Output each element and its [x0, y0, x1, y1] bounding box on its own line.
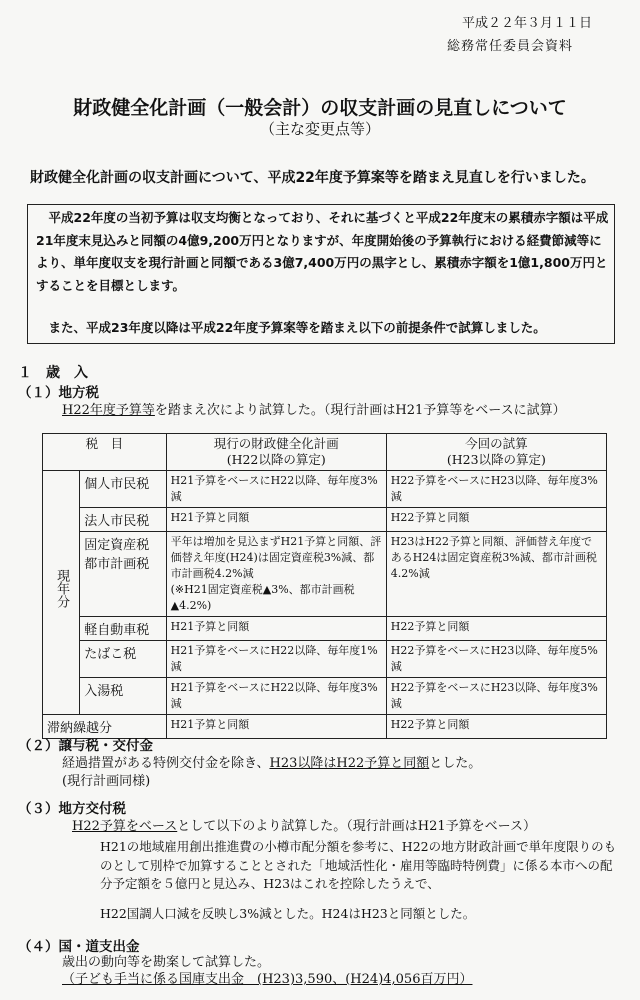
allocation-basis-rest: として以下のより試算した。（現行計画はH21予算をベース）: [177, 819, 536, 834]
local-allocation-tax-heading: （３）地方交付税: [18, 801, 126, 817]
tax-name: たばこ税: [80, 641, 166, 678]
current-plan-cell: H21予算をベースにH22以降、毎年度3%減: [166, 678, 386, 715]
table-header-row: [43, 434, 607, 471]
table-row: [43, 678, 607, 715]
transfer-tax-text-a: 経過措置がある特例交付金を除き、: [62, 756, 270, 771]
transfer-tax-text-underlined: H23以降はH22予算と同額: [269, 756, 430, 771]
current-year-group-label: [43, 471, 80, 715]
section-revenue-heading: １ 歳 入: [18, 365, 88, 381]
transfer-tax-text-b: とした。: [429, 756, 482, 771]
local-allocation-tax-line-1: [72, 815, 536, 834]
current-plan-cell: H21予算と同額: [166, 508, 386, 532]
col-tax-item-header: 税 目: [43, 434, 167, 471]
current-plan-cell: H21予算をベースにH22以降、毎年度1%減: [166, 641, 386, 678]
current-plan-cell: H21予算と同額: [166, 715, 386, 739]
allocation-basis-underlined: H22予算をベース: [72, 819, 178, 834]
national-subsidy-line-2: （子ども手当に係る国庫支出金 (H23)3,590、(H24)4,056百万円）: [62, 972, 473, 987]
new-estimate-cell: H22予算をベースにH23以降、毎年度3%減: [386, 678, 606, 715]
current-plan-title: 現行の財政健全化計画: [213, 436, 339, 451]
allocation-note: H21の地域雇用創出推進費の小樽市配分額を参考に、H22の地方財政計画で単年度限りのものとして別枠で加算することとされた「地域活性化・雇用等臨時特例費」に係る本市への配分予定額を５億円と見込み、H23はこれを控除したうえで、: [100, 839, 617, 891]
tax-name: 軽自動車税: [80, 617, 166, 641]
new-estimate-cell: H22予算と同額: [386, 508, 606, 532]
tax-name: 入湯税: [80, 678, 166, 715]
transfer-tax-heading: （２）譲与税・交付金: [18, 738, 153, 754]
current-plan-cell: 平年は増加を見込まずH21予算と同額、評価替え年度(H24)は固定資産税3%減、都市計画税4.2%減 (※H21固定資産税▲3%、都市計画税▲4.2%): [166, 532, 386, 617]
local-tax-basis: H22年度予算等: [62, 403, 155, 418]
col-new-estimate-header: [386, 434, 606, 471]
group-label-text: 現年分: [54, 569, 70, 608]
summary-paragraph-2: また、平成23年度以降は平成22年度予算案等を踏まえ以下の前提条件で試算しました。: [48, 320, 546, 335]
table-row: [43, 641, 607, 678]
local-tax-rest: を踏まえ次により試算した。（現行計画はH21予算等をベースに試算）: [154, 403, 566, 418]
document-title: 財政健全化計画（一般会計）の収支計画の見直しについて: [73, 97, 567, 119]
local-tax-heading: （１）地方税: [18, 385, 99, 401]
document-subtitle: （主な変更点等）: [259, 120, 380, 138]
table-row: [43, 532, 607, 617]
new-estimate-cell: H22予算と同額: [386, 617, 606, 641]
summary-box: [27, 204, 615, 344]
table-row: [43, 508, 607, 532]
current-plan-cell: H21予算と同額: [166, 617, 386, 641]
local-tax-table: [42, 433, 607, 739]
intro-text: 財政健全化計画の収支計画について、平成22年度予算案等を踏まえ見直しを行いました。: [30, 170, 595, 186]
transfer-tax-line-1: [62, 752, 481, 771]
new-estimate-scope: (H23以降の算定): [446, 452, 546, 467]
national-subsidy-heading: （４）国・道支出金: [18, 939, 140, 955]
new-estimate-cell: H22予算をベースにH23以降、毎年度5%減: [386, 641, 606, 678]
new-estimate-title: 今回の試算: [465, 436, 528, 451]
new-estimate-cell: H23はH22予算と同額、評価替え年度であるH24は固定資産税3%減、都市計画税4.2%減: [386, 532, 606, 617]
committee-label: 総務常任委員会資料: [447, 39, 574, 54]
document-date: 平成２２年３月１１日: [462, 16, 593, 31]
tax-name: 個人市民税: [80, 471, 166, 508]
current-plan-cell: H21予算をベースにH22以降、毎年度3%減: [166, 471, 386, 508]
new-estimate-cell: H22予算と同額: [386, 715, 606, 739]
table-row: [43, 471, 607, 508]
table-row: [43, 617, 607, 641]
local-tax-description: [62, 399, 566, 418]
new-estimate-cell: H22予算をベースにH23以降、毎年度3%減: [386, 471, 606, 508]
tax-name: 滞納繰越分: [43, 715, 167, 739]
tax-name: 法人市民税: [80, 508, 166, 532]
allocation-note-2: H22国調人口減を反映し3%減とした。H24はH23と同額とした。: [100, 906, 476, 921]
national-subsidy-line-1: 歳出の動向等を勘案して試算した。: [62, 955, 271, 970]
summary-paragraph-1: 平成22年度の当初予算は収支均衡となっており、それに基づくと平成22年度末の累積赤字額は平成21年度末見込みと同額の4億9,200万円となりますが、年度開始後の予算執行における経費節減等により、単年度収支を現行計画と同額である3億7,400万円の黒字とし、累積赤字額を1億1,800万円とすることを目標とします。: [36, 210, 609, 293]
tax-name: 固定資産税 都市計画税: [80, 532, 166, 617]
transfer-tax-line-2: (現行計画同様): [62, 774, 151, 789]
col-current-plan-header: [166, 434, 386, 471]
current-plan-scope: (H22以降の算定): [226, 452, 326, 467]
